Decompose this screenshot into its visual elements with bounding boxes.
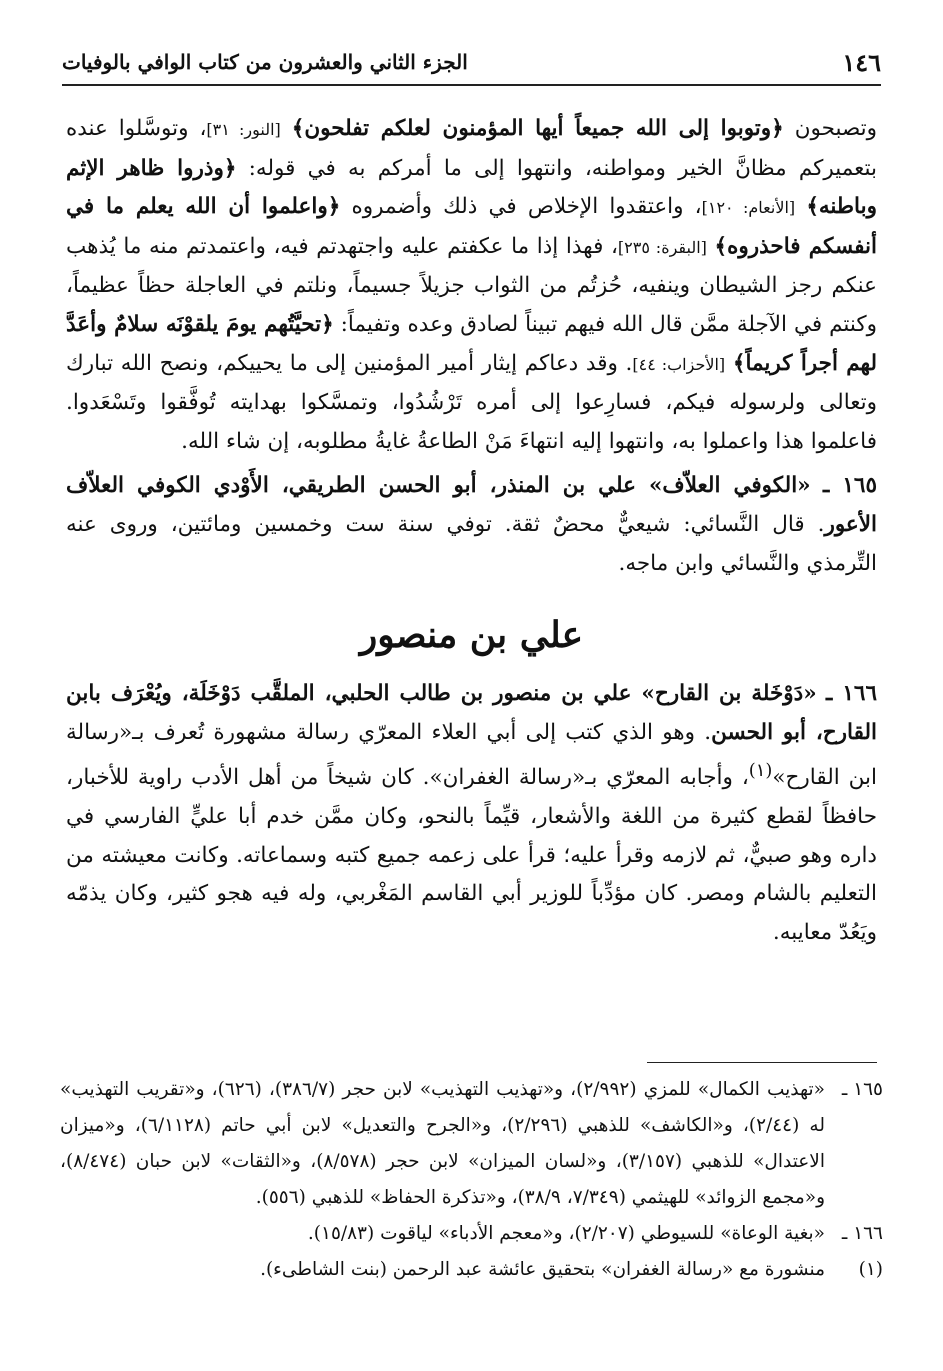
entry-text: . قال النَّسائي: شيعيٌّ محضٌ ثقة. توفي سنة ست وخمسين ومائتين، وروى عنه التِّرمذي والنَّسائي وابن ماجه. <box>66 511 877 576</box>
footnote-number: ١٦٥ ـ <box>841 1079 883 1100</box>
footnote-number: ١٦٦ ـ <box>841 1223 883 1244</box>
footnote-ref: (١) <box>748 760 773 782</box>
text-run: وتصبحون <box>794 116 878 141</box>
entry-165 <box>66 467 877 583</box>
entry-text: . وهو الذي كتب إلى أبي العلاء المعرّي رسالة مشهورة تُعرف بـ«رسالة ابن القارح» <box>66 719 877 791</box>
verse-citation: [البقرة: ٢٣٥] <box>617 237 707 257</box>
section-title: علي بن منصور <box>359 614 584 657</box>
footnote-divider <box>647 1062 877 1063</box>
entry-166 <box>66 675 877 952</box>
paragraph-letter <box>66 110 877 461</box>
footnote <box>60 1216 883 1252</box>
text-run: . وقد دعاكم إيثار أمير المؤمنين إلى ما يحييكم، ونصح الله تبارك وتعالى ولرسوله فيكم، فسارِعوا إلى أمره تَرْشُدُوا، وتمسَّكوا بهدايته تُوفَّقوا وتَسْعَدوا. فاعلموا هذا واعملوا به، وانتهوا إليه انتهاءَ مَنْ الطاعةُ غايةُ مطلوبه، إن شاء الله. <box>66 350 877 454</box>
footnote-text: «بغية الوعاة» للسيوطي (٢/٢٠٧)، و«معجم الأدباء» لياقوت (١٥/٨٣). <box>307 1223 825 1244</box>
main-text <box>66 110 877 952</box>
footnote <box>60 1072 883 1216</box>
quran-verse: ﴿وتوبوا إلى الله جميعاً أيها المؤمنون لعلكم تفلحون﴾ <box>291 116 784 141</box>
text-run: ، فهذا إذا ما عكفتم عليه واجتهدتم فيه، واعتمدتم منه ما يُذهب عنكم رجز الشيطان وينفيه، حُزتُم من الثواب جزيلاً جسيماً، ونلتم في العاجلة حظاً عظيماً، وكنتم في الآجلة ممَّن قال الله فيهم تبيناً لصادق وعده وتفيماً: <box>66 233 877 337</box>
verse-citation: [النور: ٣١] <box>206 120 281 139</box>
entry-number: ١٦٥ ـ <box>823 473 877 499</box>
footnote-number: (١) <box>858 1259 883 1280</box>
quran-verse: ﴿تحيَّتُهم يومَ يلقوْنَه سلامٌ وأعَدَّ لهم أجراً كريماً﴾ <box>66 311 878 376</box>
footnote-text: منشورة مع «رسالة الغفران» بتحقيق عائشة عبد الرحمن (بنت الشاطىء). <box>260 1259 825 1280</box>
text-run: ، واعتقدوا الإخلاص في ذلك وأضمروه <box>351 194 702 220</box>
entry-name: «دَوْخَلة بن القارح» علي بن منصور بن طالب الحلبي، الملقَّب دَوْخَلَة، ويُعْرَف بابن القارح، أبو الحسن <box>66 681 877 745</box>
entry-number: ١٦٦ ـ <box>826 681 877 707</box>
running-title: الجزء الثاني والعشرون من كتاب الوافي بالوفيات <box>62 50 468 74</box>
footnotes <box>60 1072 883 1288</box>
quran-verse: ﴿واعلموا أن الله يعلم ما في أنفسكم فاحذروه﴾ <box>66 194 878 259</box>
page-number: ١٤٦ <box>842 47 881 77</box>
quran-verse: ﴿وذروا ظاهر الإثم وباطنه﴾ <box>66 155 877 220</box>
entry-text: ، وأجابه المعرّي بـ«رسالة الغفران». كان شيخاً من أهل الأدب راوية للأخبار، حافظاً لقطع كثيرة من اللغة والأشعار، قيِّماً بالنحو، وكان ممَّن خدم أبا عليٍّ الفارسي في داره وهو صبيٌّ، ثم لازمه وقرأ عليه؛ قرأ على زعمه جميع كتبه وسماعاته. وكانت معيشته من التعليم بالشام ومصر. كان مؤدِّباً للوزير أبي القاسم المَغْربي، وله فيه هجو كثير، وكان يذمّه ويَعُدّ معايبه. <box>66 765 877 945</box>
footnote-text: «تهذيب الكمال» للمزي (٢/٩٩٢)، و«تهذيب التهذيب» لابن حجر (٣٨٦/٧)، (٦٢٦)، و«تقريب التهذيب» له (٢/٤٤)، و«الكاشف» للذهبي (٢/٢٩٦)، و«الجرح والتعديل» لابن أبي حاتم (٦/١١٢٨)، و«ميزان الاعتدال» للذهبي (٣/١٥٧)، و«لسان الميزان» لابن حجر (٨/٥٧٨)، و«الثقات» لابن حبان (٨/٤٧٤)، و«مجمع الزوائد» للهيثمي (٧/٣٤٩، ٣٨/٩)، و«تذكرة الحفاظ» للذهبي (٥٥٦). <box>60 1079 826 1208</box>
entry-name: «الكوفي العلاّف» علي بن المنذر، أبو الحسن الطريقي، الأَوْدي الكوفي العلاّف الأعور <box>66 473 877 537</box>
footnote <box>60 1252 883 1288</box>
text-run: ، وتوسَّلوا عنده بتعميركم مظانَّ الخير ومواطنه، وانتهوا إلى ما أمركم به في قوله: <box>66 116 877 181</box>
page-header <box>62 40 881 86</box>
verse-citation: [الأحزاب: ٤٤] <box>632 354 726 374</box>
verse-citation: [الأنعام: ١٢٠] <box>701 198 796 218</box>
